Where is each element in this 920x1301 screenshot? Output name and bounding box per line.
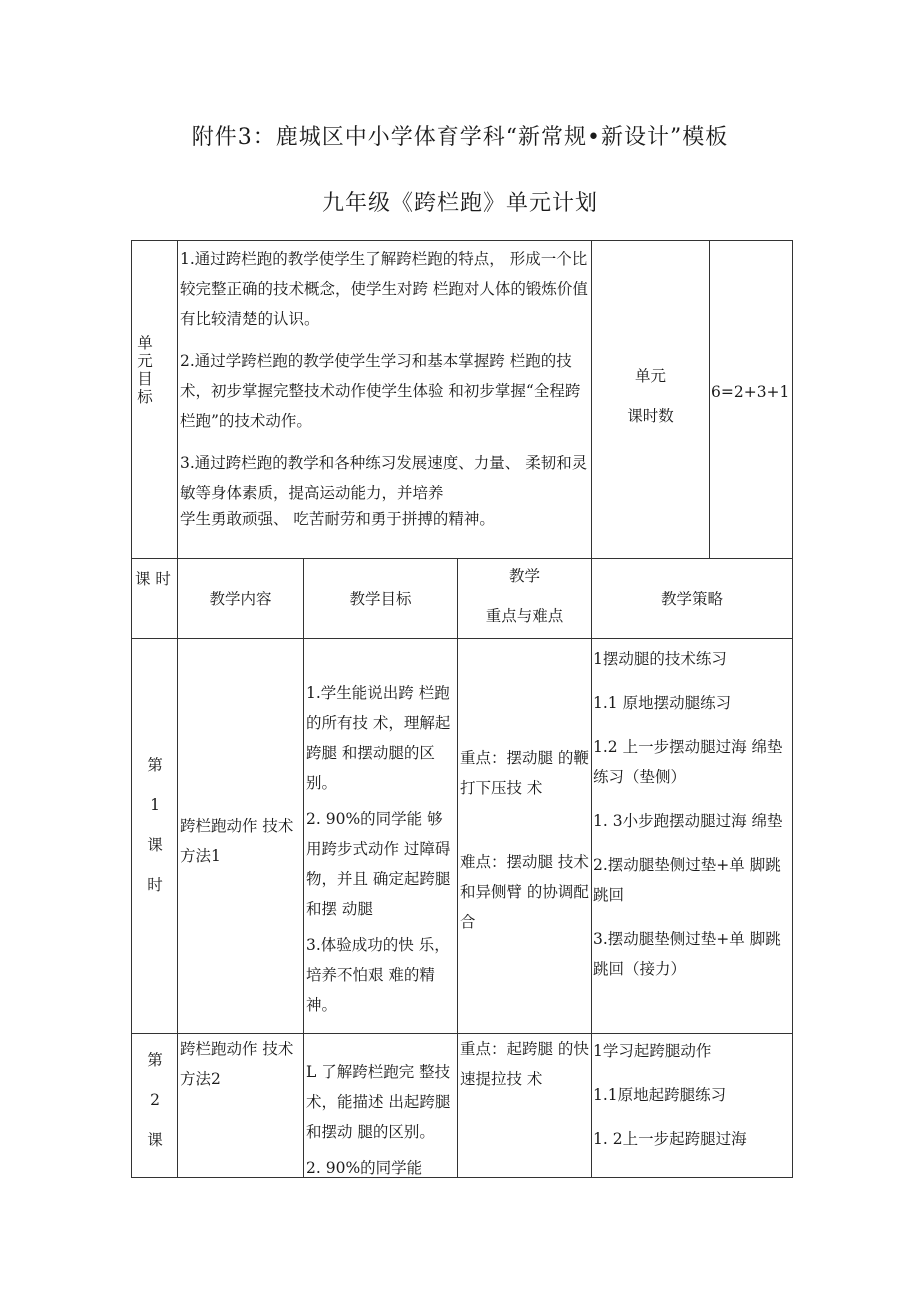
lesson-1-objective: 1.学生能说出跨 栏跑的所有技 术，理解起跨腿 和摆动腿的区 别。 (306, 684, 451, 792)
lesson-2-strategies (593, 1036, 791, 1154)
unit-hours-label (592, 356, 709, 436)
lesson-2-key-point: 重点：起跨腿 的快速提拉技 术 (460, 1040, 589, 1088)
unit-goal-1: 1.通过跨栏跑的教学使学生了解跨栏跑的特点， 形成一个比较完整正确的技术概念，使学生对跨 栏跑对人体的锻炼价值有比较清楚的认识。 (180, 250, 588, 328)
lesson-1-strategy: 2.摆动腿垫侧过垫+单 脚跳跳回 (593, 856, 781, 904)
header-objective: 教学目标 (349, 590, 412, 608)
lesson-1-period-char: 时 (147, 876, 163, 894)
lesson-1-period (137, 745, 173, 905)
lesson-2-strategy: 1学习起跨腿动作 (593, 1042, 712, 1060)
lesson-2-period (137, 1040, 173, 1160)
lesson-1-strategy: 1. 3小步跑摆动腿过海 绵垫 (593, 812, 783, 830)
unit-hours-label-1: 单元 (634, 367, 666, 385)
lesson-1-content: 跨栏跑动作 技术方法1 (180, 817, 294, 865)
header-key-line1: 教学 (508, 567, 540, 585)
lesson-2-objective: L 了解跨栏跑完 整技术，能描述 出起跨腿和摆动 腿的区别。 (306, 1063, 451, 1141)
lesson-1-strategy: 3.摆动腿垫侧过垫+单 脚跳跳回（接力） (593, 930, 781, 978)
document-title: 附件3：鹿城区中小学体育学科“新常规•新设计”模板 (191, 125, 729, 150)
lesson-2-period-char: 第 (147, 1051, 163, 1069)
lesson-1-strategy: 1.1 原地摆动腿练习 (593, 694, 732, 712)
unit-hours-value: 6=2+3+1 (711, 383, 790, 401)
unit-hours-label-2: 课时数 (627, 407, 674, 425)
lesson-2-content: 跨栏跑动作 技术方法2 (180, 1040, 294, 1088)
lesson-1-strategy: 1.2 上一步摆动腿过海 绵垫练习（垫侧） (593, 738, 783, 786)
lesson-2-strategy: 1.1原地起跨腿练习 (593, 1086, 727, 1104)
header-key-line2: 重点与难点 (485, 607, 564, 625)
lesson-1-objectives (306, 678, 456, 1020)
document-subtitle: 九年级《跨栏跑》单元计划 (321, 191, 598, 216)
unit-goal-label: 单元目标 (137, 334, 153, 406)
lesson-1-strategy: 1摆动腿的技术练习 (593, 650, 727, 668)
unit-goal-2: 2.通过学跨栏跑的教学使学生学习和基本掌握跨 栏跑的技术，初步掌握完整技术动作使学生体验 和初步掌握“全程跨栏跑”的技术动作。 (180, 352, 581, 430)
lesson-2-objectives (306, 1057, 456, 1183)
header-strategy: 教学策略 (660, 590, 723, 608)
unit-goal-3: 3.通过跨栏跑的教学和各种练习发展速度、力量、 柔韧和灵敏等身体素质，提高运动能力，并培养 (180, 454, 588, 502)
lesson-2-period-char: 课 (147, 1131, 163, 1149)
lesson-1-key-point: 重点：摆动腿 的鞭打下压技 术 (460, 749, 589, 797)
unit-goal-3-cont: 学生勇敢顽强、 吃苦耐劳和勇于拼搏的精神。 (180, 510, 495, 528)
unit-goals (180, 244, 590, 530)
header-period: 课 时 (135, 570, 171, 588)
lesson-1-objective: 3.体验成功的快 乐，培养不怕艰 难的精神。 (306, 936, 450, 1014)
lesson-2-objective: 2. 90%的同学能 (306, 1159, 423, 1177)
lesson-1-strategies (593, 644, 791, 984)
header-content: 教学内容 (209, 590, 272, 608)
header-key (458, 556, 591, 636)
lesson-2-strategy: 1. 2上一步起跨腿过海 (593, 1130, 747, 1148)
lesson-1-period-char: 第 (147, 756, 163, 774)
lesson-2-period-char: 2 (150, 1091, 160, 1109)
lesson-1-objective: 2. 90%的同学能 够用跨步式动作 过障碍物，并且 确定起跨腿和摆 动腿 (306, 810, 451, 918)
lesson-1-period-char: 课 (147, 836, 163, 854)
lesson-1-period-char: 1 (150, 796, 160, 814)
lesson-1-difficulty: 难点：摆动腿 技术和异侧臂 的协调配合 (460, 853, 589, 931)
